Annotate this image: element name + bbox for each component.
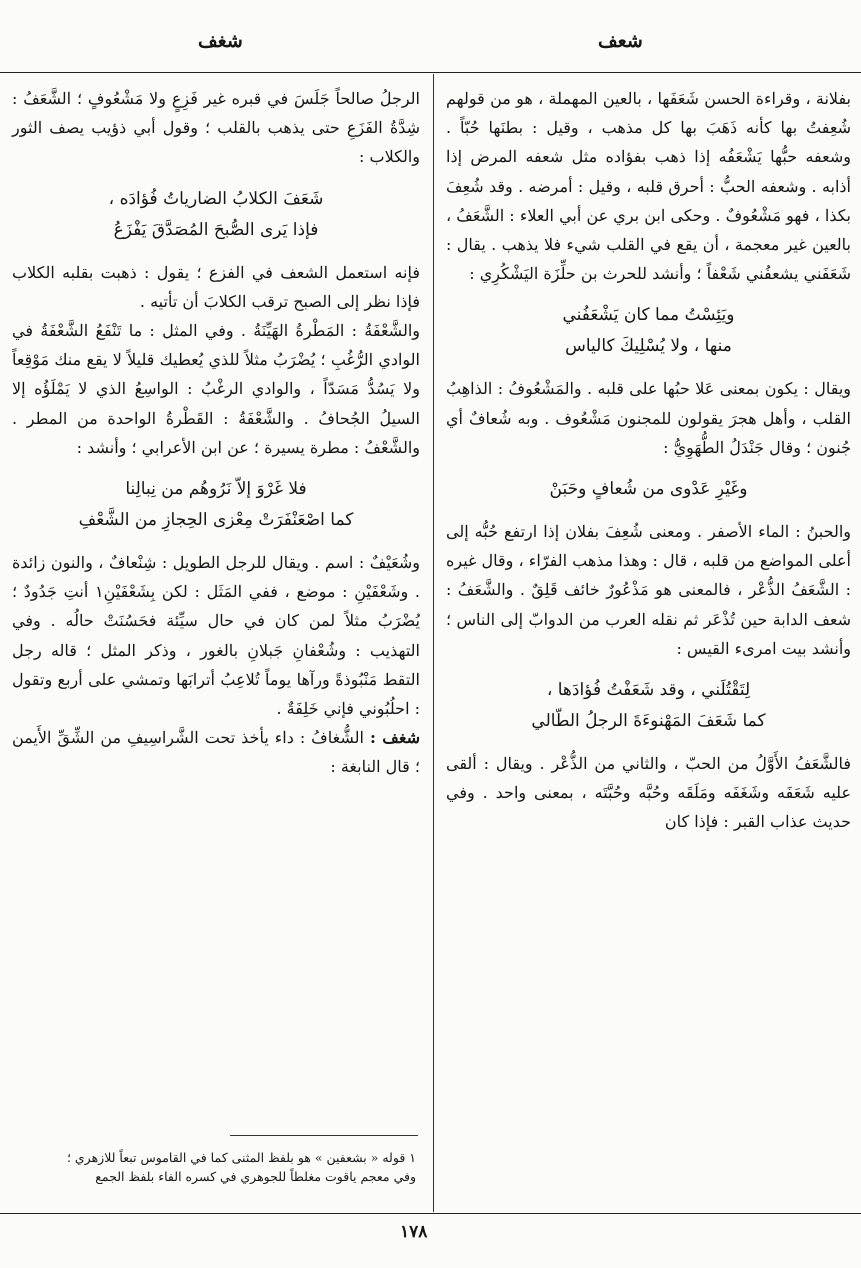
running-head-right: شعف [598,30,643,52]
verse-line: كما شَعَفَ المَهْنوءَةَ الرجلُ الطّالي [531,711,766,732]
verse [12,474,420,536]
verse-line: لِتَقْتُلَني ، وقد شَعَفْتُ فُؤادَها ، [546,680,751,701]
right-column [446,84,851,837]
verse-line: وغَيْرِ عَدْوى من شُعافٍ وحَبَنْ [549,479,748,500]
verse-line: كما اصْعَنْفَرَتْ مِعْزى الحِجازِ من الشَّعْفِ [78,510,354,531]
paragraph: فالشَّعَفُ الأَوَّلُ من الحبّ ، والثاني من الذُّعْر . ويقال : ألقى عليه شَعَفَه وشَغَفَه ومَلَقَه وحُبَّه وحُبَّتَه ، بمعنى واحد . وفي حديث عذاب القبر : فإذا كان [446,754,851,832]
footnote-line: ١ قوله « بشعفين » هو بلفظ المثنى كما في القاموس تبعاً للازهري ؛ [66,1150,416,1165]
verse-line: فإذا يَرى الصُّبحَ المُصَدَّقَ يَفْزَعُ [113,219,319,240]
verse-line: منها ، ولا يُسْلِيكَ كالياس [565,336,732,357]
paragraph: والشَّعْفَةُ : المَطْرةُ الهَيِّنَةُ . وفي المثل : ما تَنْفَعُ الشَّعْفَةُ في الوادي الرُّغُبِ ؛ يُضْرَبُ مثلاً للذي يُعطيك قليلاً لا يقع منك مَوْقِعاً ولا يَسُدُّ مَسَدّاً ، والوادي الرغْبُ : الواسِعُ الذي لا يَمْلَؤُه إلا السيلُ الجُحافُ . والشَّعْفَةُ : القَطْرةُ الواحدة من المطر . والشَّعْفُ : مطرة يسيرة ؛ عن ابن الأعرابي ؛ وأنشد : [12,321,420,457]
paragraph: والحبنُ : الماء الأصفر . ومعنى شُعِفَ بفلان إذا ارتفع حُبُّه إلى أعلى المواضع من قلبه ، قال : وهذا مذهب الفرّاء ، وقال غيره : الشَّعَفُ الذُّعْر ، فالمعنى هو مَذْعُورٌ خائف قَلِقٌ . والشَّعَفُ : شعف الدابة حين تُذْعَر ثم نقله العرب من الدوابّ إلى الناس ؛ وأنشد بيت امرىء القيس : [446,522,851,658]
paragraph: ويقال : يكون بمعنى عَلا حبُها على قلبه . والمَشْعُوفُ : الذاهِبُ القلب ، وأهل هجرَ يقولون للمجنون مَشْعُوف . وبه شُعافٌ أي جُنون ؛ وقال جَنْدَلُ الطُّهَوِيُّ : [446,379,851,457]
paragraph: بفلانة ، وقراءة الحسن شَعَفَها ، بالعين المهملة ، هو من قولهم شُعِفتُ بها كأنه ذَهَبَ بها كل مذهب ، وقيل : بطنَها حُبّاً . وشعفه حبُّها يَشْعَفُه إذا ذهب بفؤاده مثل شعفه المرض إذا أذابه . وشعفه الحبُّ : أحرق قلبه ، وقيل : أمرضه . وقد شُعِفَ بكذا ، فهو مَشْعُوفٌ . وحكى ابن بري عن أبي العلاء : الشَّعَفُ ، بالعين غير معجمة ، أن يقع في القلب شيء فلا يذهب . يقال : شَعَفَني يشعفُني شَعْفاً ؛ وأنشد للحرث بن حلِّزَة اليَشْكُرِي : [446,89,851,284]
entry-paragraph [12,723,420,781]
footer-rule [0,1213,861,1214]
verse [446,675,851,737]
verse-line: ويَئِسْتُ مما كان يَشْعَفُني [562,305,735,326]
verse-line: فلا غَرْوَ إلاّ نَرُوهُم من نِبالِنا [125,479,307,500]
verse-line: شَعَفَ الكلابُ الضارياتُ فُؤادَه ، [108,188,324,209]
running-head-left: شغف [198,30,243,52]
paragraph: وشُعَيْفٌ : اسم . ويقال للرجل الطويل : شِنْعافٌ ، والنون زائدة . وشَعْفَيْنِ : موضع ، ففي المَثَل : لكن بِشَعْفَيْنِ١ أنتِ جَدُودٌ ؛ يُضْرَبُ مثلاً لمن كان في حال سيِّئة فحَسُنَتْ حالُه . وفي التهذيب : وشُعْفانِ جَبلانِ بالغور ، وذكر المثل ؛ قاله رجل التقط مَنْبُوذةً ورآها يوماً تُلاعِبُ أترابَها وتمشي على أربع وتقول : احلُبُوني فإني خَلِفَةٌ . [12,553,421,719]
verse [446,300,851,362]
left-column [12,84,420,782]
column-divider [433,74,434,1212]
page-number: ١٧٨ [400,1222,428,1242]
footnote-rule [230,1135,418,1136]
footnote-line: وفي معجم ياقوت مغلطاً للجوهري في كسره الفاء بلفظ الجمع [95,1169,416,1184]
entry-headword: شغف : [369,728,420,748]
header-rule [0,72,861,73]
footnote [14,1148,416,1186]
verse [12,184,420,246]
entry-text: الشُّغافُ : داء يأخذ تحت الشَّراسِيفِ من الشِّقِّ الأَيمن ؛ قال النابغة : [12,728,420,777]
verse [446,474,851,505]
paragraph: فإنه استعمل الشعف في الفزع ؛ يقول : ذهبت بقلبه الكلاب فإذا نظر إلى الصبح ترقب الكلابَ أن تأتيه . [12,262,420,311]
paragraph: الرجلُ صالحاً جَلَسَ في قبره غير فَزِعٍ ولا مَشْعُوفٍ ؛ الشَّعَفُ : شِدَّةُ الفَزَعِ حتى يذهب بالقلب ؛ وقول أبي ذؤيب يصف الثور والكلاب : [12,89,420,167]
